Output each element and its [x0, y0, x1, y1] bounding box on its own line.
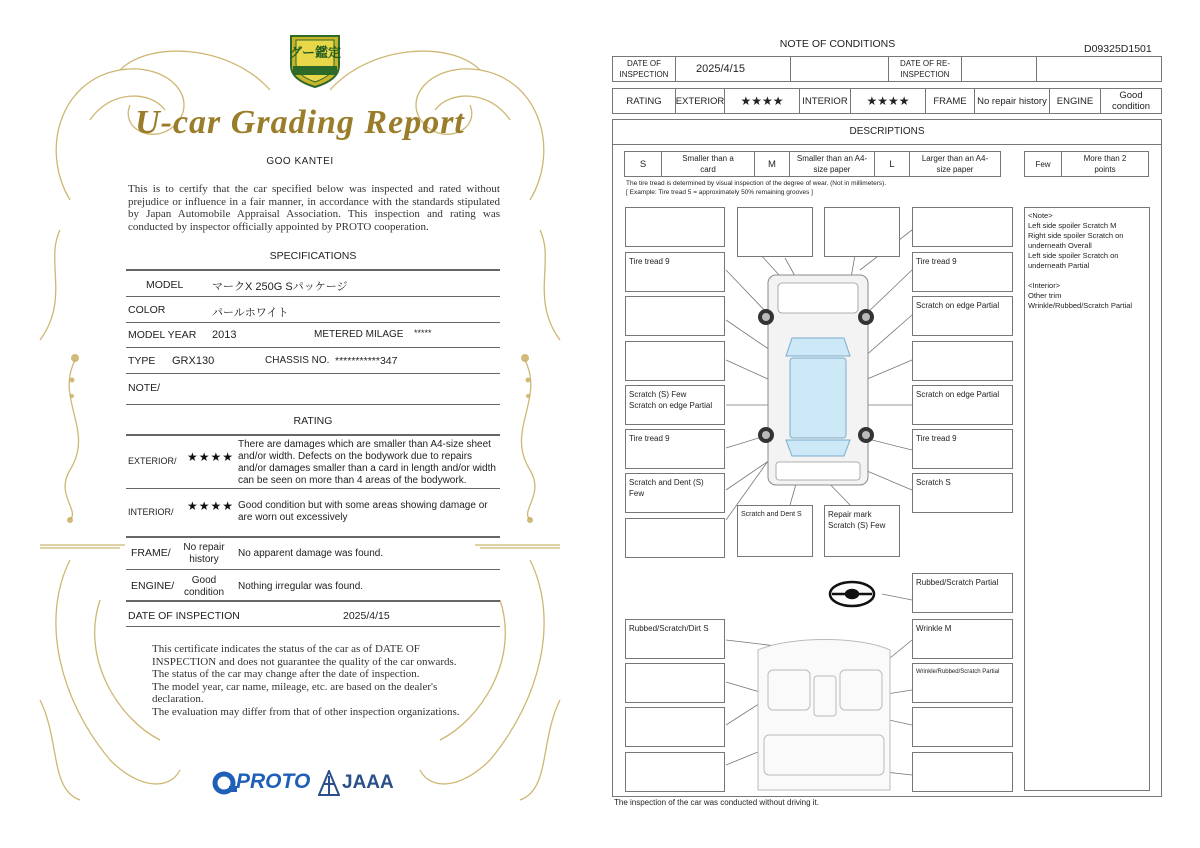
legend-l-text: Larger than an A4-size paper	[909, 151, 1001, 177]
divider	[126, 373, 500, 374]
date-of-inspection-value: 2025/4/15	[675, 56, 791, 82]
frame-label: FRAME	[925, 88, 975, 114]
date-of-reinspection-label: DATE OF RE-INSPECTION	[888, 56, 962, 82]
desc-box-right-rear-tire: Tire tread 9	[912, 429, 1013, 469]
desc-box-rear-repair: Repair mark Scratch (S) Few	[824, 505, 900, 557]
divider	[126, 296, 500, 297]
interior-stars: ★★★★	[850, 88, 926, 114]
desc-box-steering: Rubbed/Scratch Partial	[912, 573, 1013, 613]
date-of-inspection-label: DATE OF INSPECTION	[612, 56, 676, 82]
tire-note-1: The tire tread is determined by visual inspection of the degree of wear. (Not in millimeters).	[626, 180, 887, 187]
type-label: TYPE	[128, 355, 156, 367]
desc-box-empty	[625, 752, 725, 792]
desc-box-rear-dent: Scratch and Dent S	[737, 505, 813, 557]
milage-label: METERED MILAGE	[314, 329, 404, 340]
desc-box-empty	[625, 663, 725, 703]
report-title: U-car Grading Report	[135, 104, 465, 141]
legend-l-key: L	[874, 151, 910, 177]
divider	[126, 569, 500, 570]
sheet-footer: The inspection of the car was conducted without driving it.	[614, 798, 819, 807]
desc-box-empty	[625, 518, 725, 558]
badge-text: グー鑑定	[288, 45, 341, 60]
interior-label: INTERIOR	[799, 88, 851, 114]
frame-label: FRAME/	[131, 547, 171, 559]
report-subtitle: GOO KANTEI	[266, 156, 334, 167]
document-id: D09325D1501	[1084, 43, 1152, 55]
interior-note-item: Wrinkle/Rubbed/Scratch Partial	[1028, 301, 1133, 310]
legend-few-key: Few	[1024, 151, 1062, 177]
exterior-label: EXTERIOR	[675, 88, 725, 114]
divider	[126, 322, 500, 323]
engine-value: Good condition	[183, 575, 225, 598]
disclaimer-line: The status of the car may change after the date of inspection.	[152, 668, 420, 680]
year-label: MODEL YEAR	[128, 329, 197, 341]
desc-box-empty	[737, 207, 813, 257]
desc-box-right-edge-2: Scratch on edge Partial	[912, 385, 1013, 425]
divider	[126, 626, 500, 627]
divider	[126, 488, 500, 489]
desc-box-empty	[912, 207, 1013, 247]
disclaimer-line: declaration.	[152, 693, 204, 705]
note-label: NOTE/	[128, 382, 161, 394]
exterior-stars: ★★★★	[187, 450, 235, 464]
desc-box-interior-wrinkle: Wrinkle M	[912, 619, 1013, 659]
descriptions-heading: DESCRIPTIONS	[849, 126, 925, 137]
interior-stars: ★★★★	[187, 499, 235, 513]
disclaimer-line: The evaluation may differ from that of other inspection organizations.	[152, 705, 460, 718]
inspection-date-value: 2025/4/15	[343, 610, 390, 622]
rating-heading: RATING	[293, 415, 333, 427]
engine-label: ENGINE/	[131, 580, 175, 592]
jaaa-logo-mark	[318, 770, 340, 796]
intro-text: This is to certify that the car specified below was inspected and rated without prejudice or influence in a fair manner, in accordance with the standards stipulated by Japan Automobile Appraisal Association. This inspection and rating was conducted by inspector officially appointed by PROTO cooperation.	[128, 183, 500, 233]
disclaimer-line: This certificate indicates the status of the car as of DATE OF	[152, 643, 420, 655]
divider	[126, 269, 500, 271]
type-value: GRX130	[172, 355, 215, 367]
desc-box-empty	[625, 207, 725, 247]
milage-value: *****	[414, 328, 432, 338]
disclaimer-line: INSPECTION and does not guarantee the quality of the car onwards.	[152, 655, 457, 668]
jaaa-logo: JAAA	[342, 772, 394, 793]
desc-box-left-rear-dent: Scratch and Dent (S) Few	[625, 473, 725, 513]
legend-few-text: More than 2 points	[1061, 151, 1149, 177]
divider	[126, 347, 500, 348]
note-of-conditions-sheet	[600, 0, 1200, 848]
color-value: パールホワイト	[212, 307, 289, 319]
notes-panel	[1024, 207, 1150, 791]
desc-box-interior-left: Rubbed/Scratch/Dirt S	[625, 619, 725, 659]
note-item: Left side spoiler Scratch on underneath Partial	[1028, 251, 1119, 270]
specs-heading: SPECIFICATIONS	[269, 250, 357, 262]
model-label: MODEL	[146, 279, 184, 291]
frame-description: No apparent damage was found.	[238, 548, 384, 559]
desc-box-empty	[912, 707, 1013, 747]
legend-m-text: Smaller than an A4-size paper	[789, 151, 875, 177]
interior-note-item: Other trim	[1028, 291, 1062, 300]
desc-box-left-rear-tire: Tire tread 9	[625, 429, 725, 469]
desc-box-empty	[912, 341, 1013, 381]
model-value: マークX 250G Sパッケージ	[212, 281, 348, 293]
engine-label: ENGINE	[1049, 88, 1101, 114]
tire-note-2: [ Example: Tire tread 5 = approximately 50% remaining grooves ]	[626, 189, 813, 196]
exterior-stars: ★★★★	[724, 88, 800, 114]
sheet-title: NOTE OF CONDITIONS	[779, 38, 896, 50]
desc-box-empty	[625, 296, 725, 336]
engine-description: Nothing irregular was found.	[238, 581, 364, 592]
notes-heading: <Note>	[1028, 211, 1053, 220]
desc-box-empty	[912, 752, 1013, 792]
engine-value: Good condition	[1100, 88, 1162, 114]
goo-kantei-badge	[287, 30, 343, 88]
divider	[126, 404, 500, 405]
year-value: 2013	[212, 329, 237, 341]
exterior-description: There are damages which are smaller than A4-size sheet and/or width. Defects on the bodywork due to repairs and/or damages smaller than a card in length and/or width can be seen on more than 4 areas of the bodywork.	[238, 439, 496, 486]
exterior-label: EXTERIOR/	[128, 456, 177, 466]
legend-m-key: M	[754, 151, 790, 177]
desc-box-empty	[625, 707, 725, 747]
divider	[126, 434, 500, 436]
note-item: Right side spoiler Scratch on underneath Overall	[1028, 231, 1124, 250]
desc-box-right-edge-1: Scratch on edge Partial	[912, 296, 1013, 336]
divider	[126, 600, 500, 602]
proto-logo: PROTO	[236, 770, 311, 793]
note-item: Left side spoiler Scratch M	[1028, 221, 1117, 230]
interior-notes-heading: <Interior>	[1028, 281, 1061, 290]
disclaimer	[152, 643, 492, 718]
legend-s-key: S	[624, 151, 662, 177]
chassis-label: CHASSIS NO.	[265, 355, 330, 366]
rating-label: RATING	[612, 88, 676, 114]
frame-value: No repair history	[974, 88, 1050, 114]
color-label: COLOR	[128, 304, 166, 316]
divider	[126, 536, 500, 538]
disclaimer-line: The model year, car name, mileage, etc. are based on the dealer's	[152, 680, 438, 693]
chassis-value: ***********347	[335, 355, 398, 367]
legend-s-text: Smaller than a card	[661, 151, 755, 177]
desc-box-left-side-scratch: Scratch (S) Few Scratch on edge Partial	[625, 385, 725, 425]
frame-value: No repair history	[183, 542, 225, 565]
inspection-date-label: DATE OF INSPECTION	[128, 610, 240, 622]
desc-box-right-front-tire: Tire tread 9	[912, 252, 1013, 292]
desc-box-empty	[625, 341, 725, 381]
interior-description: Good condition but with some areas showing damage or are worn out excessively	[238, 500, 488, 523]
desc-box-right-rear-scratch: Scratch S	[912, 473, 1013, 513]
desc-box-empty	[824, 207, 900, 257]
interior-label: INTERIOR/	[128, 507, 174, 517]
desc-box-interior-wrinkle-2: Wrinkle/Rubbed/Scratch Partial	[912, 663, 1013, 703]
desc-box-left-front-tire: Tire tread 9	[625, 252, 725, 292]
proto-logo-mark	[212, 770, 238, 796]
